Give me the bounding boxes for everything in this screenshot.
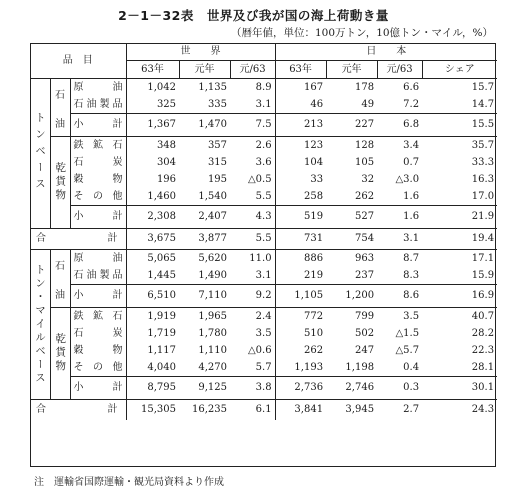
cell: 2,746 (326, 377, 377, 400)
header-world: 世 界 (126, 43, 275, 61)
cell: 9.2 (230, 285, 275, 308)
cell: 3,945 (345, 404, 375, 415)
table-row (30, 359, 497, 377)
cell: 49 (361, 98, 375, 110)
table-title: 2－1－32表 世界及び我が国の海上荷動き量 (118, 8, 389, 23)
cell: 227 (326, 114, 377, 137)
cell: 32 (361, 173, 375, 185)
cell: 21.9 (422, 206, 497, 229)
row-label: 小 計 (70, 377, 126, 400)
cell: 1,490 (198, 269, 228, 281)
col-header: 元/63 (377, 61, 422, 79)
cell: 2.4 (255, 310, 272, 322)
cell: 258 (275, 188, 326, 206)
row-label: 石油製品 (70, 96, 126, 114)
unit-note: （暦年値，単位：100万トン，10億トン・マイル，%） (231, 27, 493, 39)
cell: 4,270 (198, 361, 228, 373)
table-row (30, 96, 497, 114)
cell: 0.3 (377, 377, 422, 400)
table-row (30, 229, 497, 250)
cell: 3,675 (126, 229, 179, 250)
cell: 128 (354, 139, 375, 151)
cell: 123 (275, 137, 326, 155)
table-row (30, 79, 497, 97)
cell: 2.6 (255, 139, 272, 151)
cell: 1,719 (126, 325, 179, 342)
table-row (30, 171, 497, 188)
cell: 1,198 (345, 361, 375, 373)
cell: 304 (126, 154, 179, 171)
col-header: 元年 (179, 61, 230, 79)
row-label: 小 計 (70, 114, 126, 137)
cell: 5.5 (230, 229, 275, 250)
table-row (30, 285, 497, 308)
col-header: 63年 (275, 61, 326, 79)
cell: 357 (207, 139, 228, 151)
table-row (30, 206, 497, 229)
row-label: 合 計 (36, 404, 118, 415)
cell: 5,065 (126, 250, 179, 268)
cell: 104 (275, 154, 326, 171)
row-label: 小 計 (70, 285, 126, 308)
cell: △3.0 (395, 173, 420, 185)
cell: 8.9 (255, 81, 272, 93)
cell: 8.3 (403, 269, 420, 281)
table-row (30, 137, 497, 155)
cell: 4,040 (126, 359, 179, 377)
row-label: 石 炭 (70, 154, 126, 171)
cell: 0.7 (403, 156, 420, 168)
col-header: 63年 (126, 61, 179, 79)
cell: 1,540 (198, 190, 228, 202)
cell: 348 (126, 137, 179, 155)
cell: 1,445 (126, 267, 179, 285)
cell: 1,117 (126, 342, 179, 359)
cell: 1,200 (326, 285, 377, 308)
cell: 16.3 (471, 173, 495, 185)
cat-oil-2: 油 (50, 114, 70, 137)
table-row (30, 308, 497, 326)
cell: 963 (354, 252, 375, 264)
source-note: 注 運輸省国際運輸・観光局資料より作成 (34, 477, 224, 488)
cell: 1,470 (179, 114, 230, 137)
cell: 2,308 (126, 206, 179, 229)
cell: 22.3 (471, 344, 495, 356)
table-row (30, 325, 497, 342)
cell: 8.6 (377, 285, 422, 308)
cell: 502 (354, 327, 375, 339)
cell: 527 (326, 206, 377, 229)
cell: △0.5 (247, 173, 272, 185)
cell: 30.1 (422, 377, 497, 400)
cell: 5.5 (255, 190, 272, 202)
row-label: 鉄鉱石 (70, 137, 126, 155)
cell: 3.5 (403, 310, 420, 322)
header-item: 品 目 (30, 43, 126, 79)
table-row (30, 377, 497, 400)
cell: 731 (275, 229, 326, 250)
cell: 4.3 (230, 206, 275, 229)
cell: 1,042 (126, 79, 179, 97)
cell: 335 (207, 98, 228, 110)
table-row (30, 267, 497, 285)
cell: 19.4 (422, 229, 497, 250)
table-row (30, 188, 497, 206)
cell: 15,305 (126, 400, 179, 421)
cell: 11.0 (249, 252, 272, 264)
cell: 519 (275, 206, 326, 229)
group-label-ton: トンベース (30, 79, 50, 229)
cell: 1,780 (198, 327, 228, 339)
cell: 35.7 (471, 139, 495, 151)
cell: 3,877 (179, 229, 230, 250)
cell: 6,510 (126, 285, 179, 308)
cell: 799 (354, 310, 375, 322)
cell: 24.3 (471, 404, 495, 415)
cell: 1.6 (377, 206, 422, 229)
row-label: 原 油 (70, 79, 126, 97)
cell: 5,620 (198, 252, 228, 264)
row-label: 石 炭 (70, 325, 126, 342)
cell: 262 (275, 342, 326, 359)
cell: 195 (207, 173, 228, 185)
row-label: 合 計 (30, 229, 126, 250)
table-row (30, 400, 497, 421)
cell: △5.7 (395, 344, 420, 356)
cell: 1,919 (126, 308, 179, 326)
row-label: 鉄鉱石 (70, 308, 126, 326)
cat-oil: 石 (50, 79, 70, 114)
cell: 772 (275, 308, 326, 326)
row-label: 穀 物 (70, 342, 126, 359)
cell: 17.0 (471, 190, 495, 202)
cell: △1.5 (395, 327, 420, 339)
header-japan: 日 本 (275, 43, 497, 61)
cell: 219 (275, 267, 326, 285)
cell: 8.7 (403, 252, 420, 264)
cell: 2,407 (179, 206, 230, 229)
cell: 2,736 (275, 377, 326, 400)
cell: 40.7 (471, 310, 495, 322)
cell: 8,795 (126, 377, 179, 400)
cat-oil: 石 (50, 250, 70, 285)
col-header: シェア (422, 61, 497, 79)
cell: 1,367 (126, 114, 179, 137)
cell: 9,125 (179, 377, 230, 400)
cat-dry: 乾貨物 (50, 137, 70, 229)
col-header: 元年 (326, 61, 377, 79)
cell: 6.6 (403, 81, 420, 93)
table-row (30, 154, 497, 171)
cell: 754 (326, 229, 377, 250)
cat-dry: 乾貨物 (50, 308, 70, 400)
cell: 315 (207, 156, 228, 168)
cell: 33.3 (471, 156, 495, 168)
cell: 167 (275, 79, 326, 97)
cell: 5.7 (255, 361, 272, 373)
cell: 7.5 (230, 114, 275, 137)
row-label: その他 (70, 188, 126, 206)
cell: 2.7 (403, 404, 420, 415)
cell: 15.5 (422, 114, 497, 137)
cell: 262 (354, 190, 375, 202)
cell: 28.1 (471, 361, 495, 373)
cell: 6.1 (255, 404, 272, 415)
cell: 3.6 (255, 156, 272, 168)
cell: 3.5 (255, 327, 272, 339)
row-label: 小 計 (70, 206, 126, 229)
cell: 3,841 (275, 400, 326, 421)
cell: 14.7 (471, 98, 495, 110)
cell: 46 (275, 96, 326, 114)
cell: 3.4 (403, 139, 420, 151)
cell: 1,193 (275, 359, 326, 377)
cell: 325 (126, 96, 179, 114)
cell: 15.7 (471, 81, 495, 93)
table-row (30, 342, 497, 359)
cell: 1,110 (198, 344, 228, 356)
cell: 3.1 (255, 98, 272, 110)
cell: 1.6 (403, 190, 420, 202)
cell: 1,460 (126, 188, 179, 206)
group-label-tonmile: トン・マイルベース (30, 250, 50, 400)
row-label: 穀 物 (70, 171, 126, 188)
cell: 33 (275, 171, 326, 188)
row-label: 原 油 (70, 250, 126, 268)
cell: 237 (354, 269, 375, 281)
cell: 15.9 (471, 269, 495, 281)
cell: 213 (275, 114, 326, 137)
cell: 3.1 (255, 269, 272, 281)
cell: 16,235 (192, 404, 228, 415)
cargo-table (30, 43, 497, 420)
cell: 3.8 (230, 377, 275, 400)
cell: 247 (354, 344, 375, 356)
cell: 7.2 (403, 98, 420, 110)
cell: △0.6 (247, 344, 272, 356)
cell: 28.2 (471, 327, 495, 339)
cell: 196 (126, 171, 179, 188)
cat-oil-2: 油 (50, 285, 70, 308)
cell: 510 (275, 325, 326, 342)
cell: 1,965 (198, 310, 228, 322)
cell: 16.9 (422, 285, 497, 308)
cell: 105 (354, 156, 375, 168)
row-label: その他 (70, 359, 126, 377)
cell: 6.8 (377, 114, 422, 137)
cell: 1,135 (198, 81, 228, 93)
cell: 3.1 (377, 229, 422, 250)
cell: 7,110 (179, 285, 230, 308)
cell: 17.1 (471, 252, 495, 264)
col-header: 元/63 (230, 61, 275, 79)
cell: 178 (354, 81, 375, 93)
table-row (30, 114, 497, 137)
cell: 886 (275, 250, 326, 268)
cell: 0.4 (403, 361, 420, 373)
table-row (30, 250, 497, 268)
cell: 1,105 (275, 285, 326, 308)
row-label: 石油製品 (70, 267, 126, 285)
